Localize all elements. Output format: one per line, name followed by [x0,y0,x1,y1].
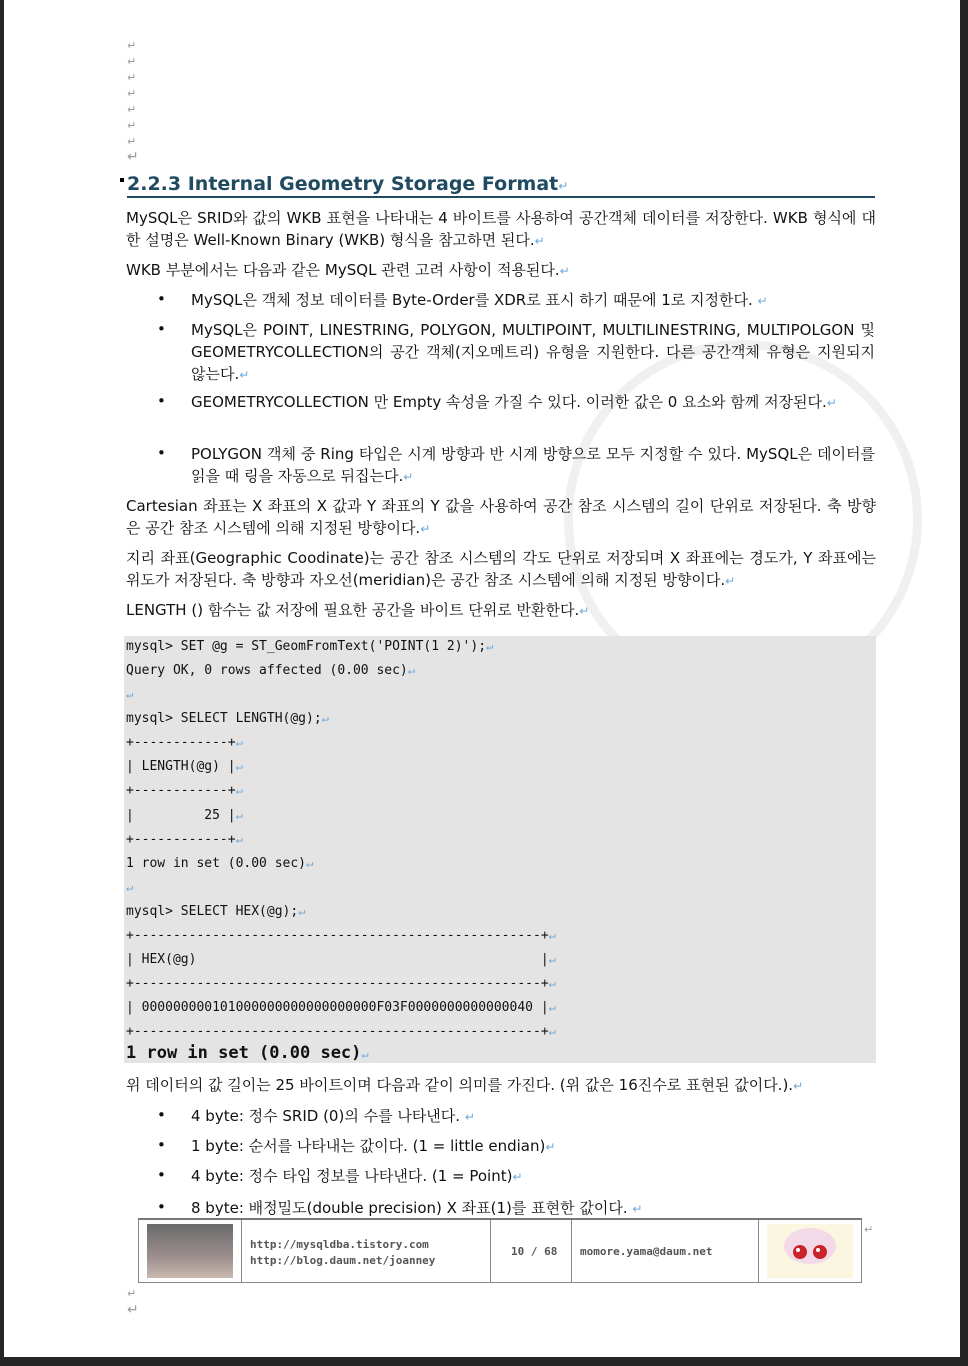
code-line: | 25 |↵ [126,808,243,823]
paragraph-mark: ↵ [127,135,137,148]
footer-image-right [759,1220,861,1282]
byte-bullet-1: 4 byte: 정수 SRID (0)의 수를 나타낸다. ↵ [191,1107,475,1125]
paragraph-mark: ↵ [127,87,137,100]
wkb-bullet-3: GEOMETRYCOLLECTION 만 Empty 속성을 가질 수 있다. 이러한 값은 0 요소와 함께 저장된다.↵ [191,393,837,411]
mascot-image [767,1224,853,1278]
code-line: mysql> SELECT HEX(@g);↵ [126,904,306,919]
footer-url-1[interactable]: http://mysqldba.tistory.com [250,1238,429,1251]
section-title: Internal Geometry Storage Format [187,173,559,195]
bullet-marker: • [157,444,166,462]
code-block [124,636,876,1063]
paragraph-mark: ↵ [127,55,137,68]
footer-email[interactable]: momore.yama@daum.net [580,1245,713,1258]
code-line: | 000000000101000000000000000000F03F0000000000000040 |↵ [126,1000,556,1015]
section-heading: 2.2.3 Internal Geometry Storage Format↵ [127,172,875,198]
wkb-bullet-4: POLYGON 객체 중 Ring 타입은 시계 방향과 반 시계 방향으로 모두 지정할 수 있다. MySQL은 데이터를 읽을 때 링을 자동으로 뒤집는다.↵ [191,445,875,485]
code-line: 1 row in set (0.00 sec)↵ [126,1043,369,1063]
paragraph-intro: MySQL은 SRID와 값의 WKB 표현을 나타내는 4 바이트를 사용하여 공간객체 데이터를 저장한다. WKB 형식에 대한 설명은 Well-Known Binary (WKB) 형식을 참고하면 된다.↵ [126,209,876,249]
bullet-marker: • [157,1136,166,1154]
code-line: +----------------------------------------------------+↵ [126,1024,556,1039]
section-number: 2.2.3 [127,173,182,195]
bullet-marker: • [157,1106,166,1124]
bullet-marker: • [157,320,166,338]
code-line: +------------+↵ [126,783,243,798]
code-line: +------------+↵ [126,832,243,847]
paragraph-mark: ↵ [127,71,137,84]
bullet-marker: • [157,392,166,410]
code-line: mysql> SET @g = ST_GeomFromText('POINT(1 2)');↵ [126,639,494,654]
paragraph-geographic: 지리 좌표(Geographic Coodinate)는 공간 참조 시스템의 각도 단위로 저장되며 X 좌표에는 경도가, Y 좌표에는 위도가 저장된다. 축 방향과 자오선(meridian)은 공간 참조 시스템에 의해 지정된 방향이다.↵ [126,549,876,589]
code-line: | LENGTH(@g) |↵ [126,759,243,774]
footer-email-cell [572,1220,759,1282]
code-line: +----------------------------------------------------+↵ [126,928,556,943]
paragraph-mark: ↵ [864,1223,874,1236]
bullet-marker: • [157,290,166,308]
footer-page-cell [491,1220,572,1282]
wkb-bullet-2: MySQL은 POINT, LINESTRING, POLYGON, MULTIPOINT, MULTILINESTRING, MULTIPOLGON 및 GEOMETRYCOLLECTION의 공간 객체(지오메트리) 유형을 지원한다. 다른 공간객체 유형은 지원되지 않는다.↵ [191,321,875,383]
page-number: 10 / 68 [511,1245,558,1258]
paragraph-mark: ↵ [127,149,139,165]
page-footer [138,1218,862,1283]
code-line: ↵ [126,880,134,894]
byte-bullet-4: 8 byte: 배정밀도(double precision) X 좌표(1)를 표현한 값이다. ↵ [191,1199,643,1217]
code-line: +----------------------------------------------------+↵ [126,976,556,991]
paragraph-mark: ↵ [127,103,137,116]
code-line: Query OK, 0 rows affected (0.00 sec)↵ [126,663,415,678]
document-page [4,0,960,1357]
avatar-photo [147,1224,233,1278]
paragraph-cartesian: Cartesian 좌표는 X 좌표의 X 값과 Y 좌표의 Y 값을 사용하여 공간 참조 시스템의 길이 단위로 저장된다. 축 방향은 공간 참조 시스템에 의해 지정된 방향이다.↵ [126,497,876,537]
footer-image-left [139,1220,242,1282]
code-line: ↵ [126,687,134,701]
footer-urls [242,1220,491,1282]
paragraph-mark: ↵ [127,39,137,52]
code-line: 1 row in set (0.00 sec)↵ [126,856,314,871]
paragraph-mark: ↵ [127,1287,137,1300]
code-line: mysql> SELECT LENGTH(@g);↵ [126,711,329,726]
paragraph-data: 위 데이터의 값 길이는 25 바이트이며 다음과 같이 의미를 가진다. (위 값은 16진수로 표현된 값이다.).↵ [126,1076,804,1094]
byte-bullet-3: 4 byte: 정수 타입 정보를 나타낸다. (1 = Point)↵ [191,1167,523,1185]
paragraph-wkb: WKB 부분에서는 다음과 같은 MySQL 관련 고려 사항이 적용된다.↵ [126,261,570,279]
bullet-marker: • [157,1198,166,1216]
code-line: | HEX(@g) |↵ [126,952,556,967]
paragraph-mark: ↵ [127,1302,139,1318]
footer-url-2[interactable]: http://blog.daum.net/joanney [250,1254,436,1267]
paragraph-mark: ↵ [127,119,137,132]
heading-marker [120,178,124,182]
wkb-bullet-1: MySQL은 객체 정보 데이터를 Byte-Order를 XDR로 표시 하기 때문에 1로 지정한다. ↵ [191,291,768,309]
paragraph-length: LENGTH () 함수는 값 저장에 필요한 공간을 바이트 단위로 반환한다.↵ [126,601,590,619]
byte-bullet-2: 1 byte: 순서를 나타내는 값이다. (1 = little endian)↵ [191,1137,556,1155]
code-line: +------------+↵ [126,735,243,750]
bullet-marker: • [157,1166,166,1184]
